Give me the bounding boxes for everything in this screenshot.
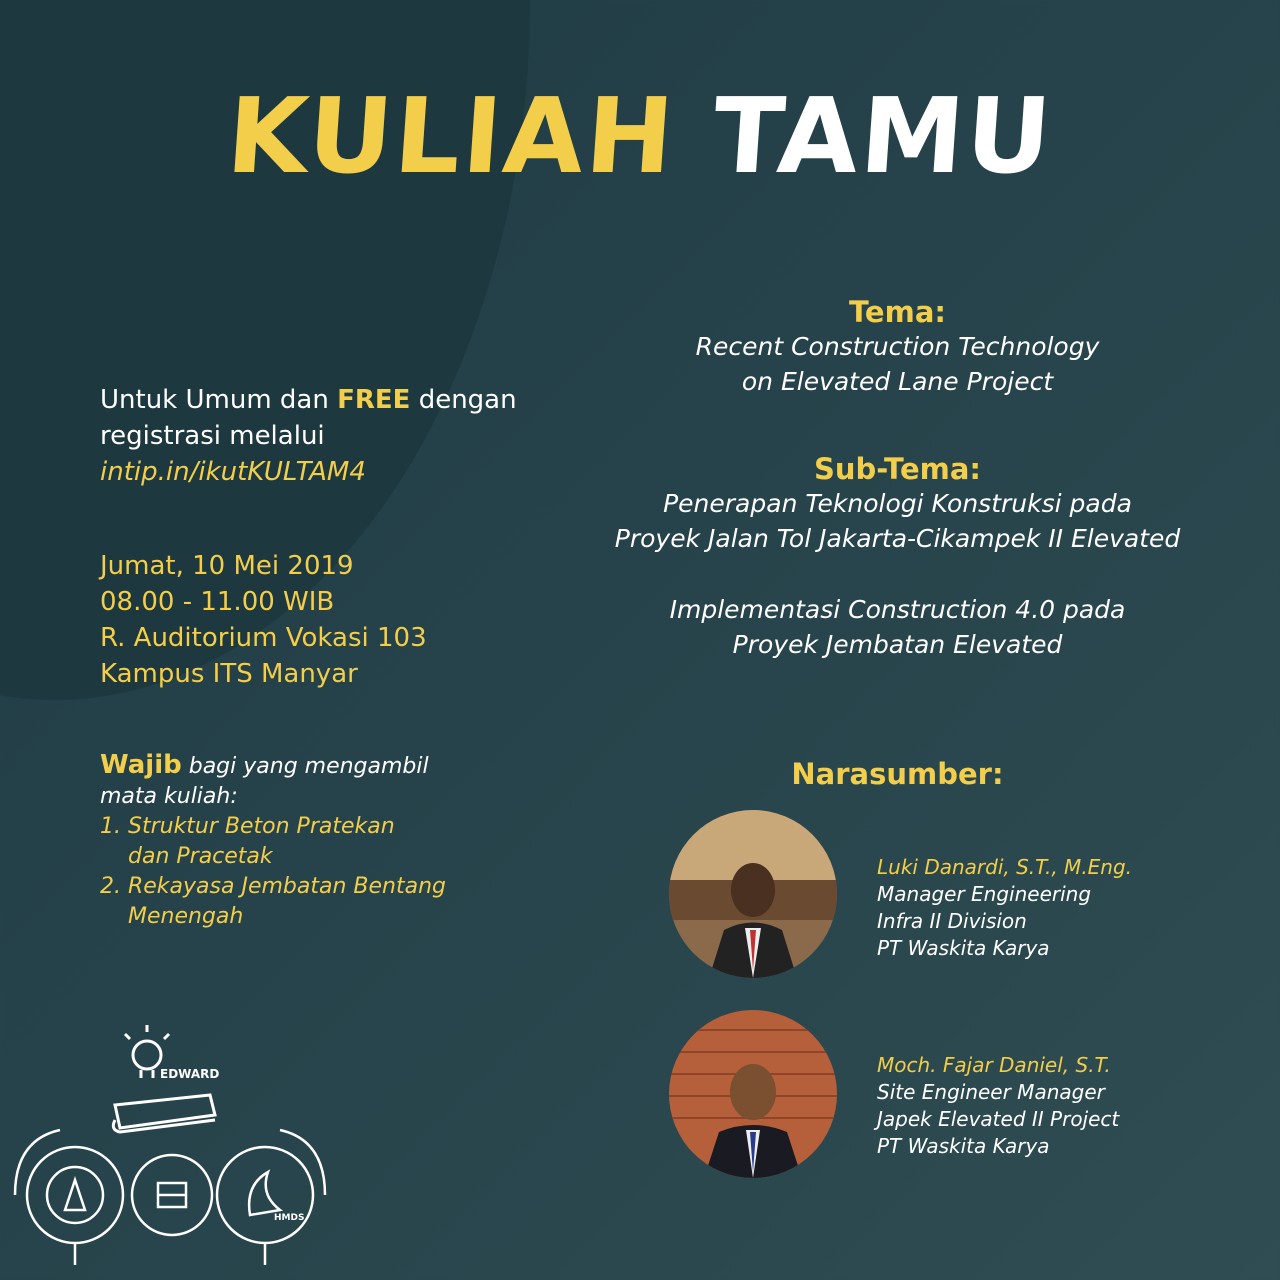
free-label: FREE	[337, 385, 411, 415]
speaker-role: Manager Engineering	[877, 882, 1092, 906]
event-time: 08.00 - 11.00 WIB	[100, 587, 335, 617]
tema-heading: Tema:	[849, 295, 946, 329]
event-campus: Kampus ITS Manyar	[100, 659, 358, 689]
registration-info	[100, 382, 517, 490]
requirement-text: bagi yang mengambil	[181, 754, 429, 779]
speaker-company: PT Waskita Karya	[877, 936, 1050, 960]
page-title	[0, 75, 1280, 197]
subtema-line: Proyek Jalan Tol Jakarta-Cikampek II Elevated	[614, 524, 1181, 553]
course-list	[100, 812, 446, 932]
tema-section	[540, 295, 1255, 399]
its-logo-ring	[27, 1147, 123, 1243]
subtema-line: Implementasi Construction 4.0 pada	[669, 595, 1126, 624]
course-item: Menengah	[128, 904, 244, 929]
hmds-text: HMDS	[274, 1213, 305, 1223]
registration-text: Untuk Umum dan	[100, 385, 338, 415]
narasumber-label: Narasumber:	[791, 757, 1004, 791]
registration-line2: registrasi melalui	[100, 421, 325, 451]
edward-text: EDWARD	[160, 1067, 220, 1081]
speaker-role: Site Engineer Manager	[877, 1080, 1105, 1104]
speaker-name: Moch. Fajar Daniel, S.T.	[877, 1053, 1111, 1077]
event-room: R. Auditorium Vokasi 103	[100, 623, 427, 653]
subtema-line: Penerapan Teknologi Konstruksi pada	[663, 489, 1132, 518]
course-item: 2. Rekayasa Jembatan Bentang	[100, 874, 446, 899]
event-date: Jumat, 10 Mei 2019	[100, 551, 354, 581]
schedule	[100, 548, 427, 692]
wajib-label: Wajib	[100, 750, 182, 780]
tema-line: Recent Construction Technology	[695, 332, 1100, 361]
speaker-photo-2	[669, 1010, 837, 1178]
registration-link[interactable]: intip.in/ikutKULTAM4	[100, 457, 366, 487]
hmds-logo-ring	[217, 1147, 313, 1243]
course-item: 1. Struktur Beton Pratekan	[100, 814, 395, 839]
organizer-logos	[10, 1020, 340, 1270]
speaker-name: Luki Danardi, S.T., M.Eng.	[877, 855, 1133, 879]
speaker-2-info	[877, 1052, 1119, 1160]
speaker-unit: Infra II Division	[877, 909, 1027, 933]
requirement-line2: mata kuliah:	[100, 784, 238, 809]
course-item: dan Pracetak	[128, 844, 273, 869]
subtema-line: Proyek Jembatan Elevated	[732, 630, 1063, 659]
speaker-company: PT Waskita Karya	[877, 1134, 1050, 1158]
speaker-unit: Japek Elevated II Project	[877, 1107, 1120, 1131]
title-word-kuliah: KULIAH	[223, 75, 680, 197]
title-word-tamu: TAMU	[709, 75, 1057, 197]
tema-line: on Elevated Lane Project	[741, 367, 1054, 396]
subtema-heading: Sub-Tema:	[813, 452, 982, 486]
registration-text-2: dengan	[410, 385, 517, 415]
speaker-photo-1	[669, 810, 837, 978]
speaker-1-info	[877, 854, 1132, 962]
narasumber-heading	[540, 757, 1255, 791]
requirement	[100, 750, 446, 932]
subtema-section	[540, 452, 1255, 662]
